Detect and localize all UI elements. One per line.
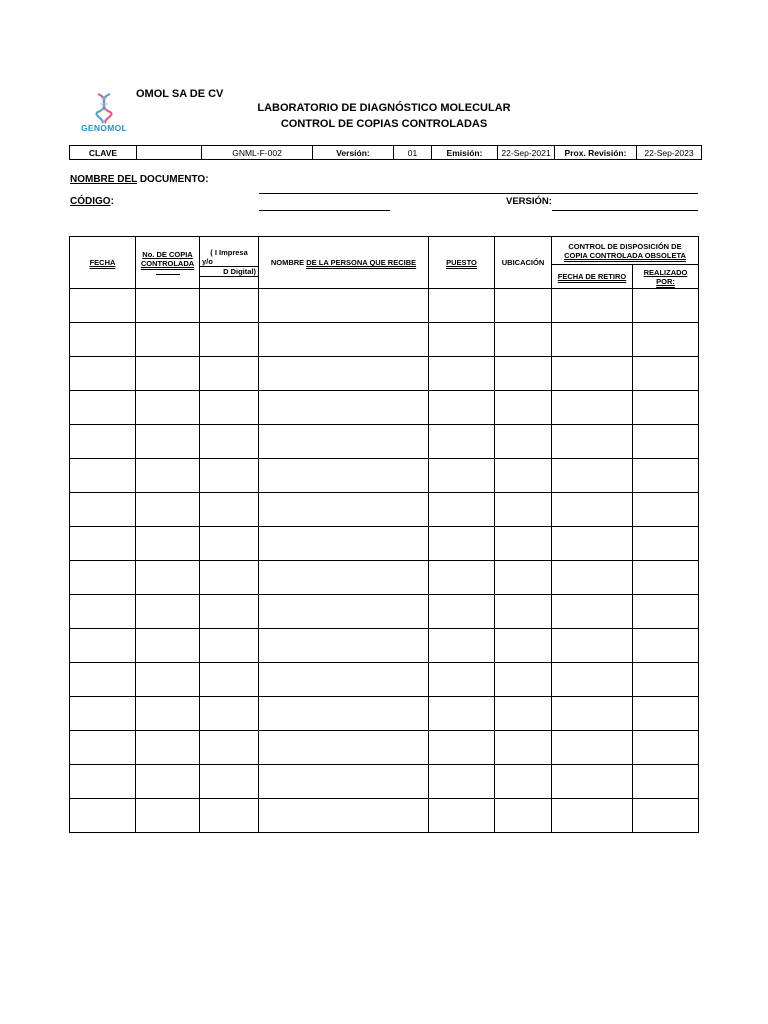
- document-name-label-part2: DOCUMENTO:: [137, 174, 209, 185]
- table-cell[interactable]: [429, 663, 495, 697]
- table-cell[interactable]: [200, 527, 259, 561]
- controlled-copies-table: [69, 236, 699, 833]
- table-cell[interactable]: [552, 425, 633, 459]
- table-row: [70, 357, 699, 391]
- table-cell[interactable]: [70, 425, 136, 459]
- version-field-label: VERSIÓN:: [506, 196, 552, 207]
- column-ubicacion-label: UBICACIÓN: [501, 258, 545, 267]
- version-label: Versión:: [313, 146, 394, 160]
- table-cell[interactable]: [429, 561, 495, 595]
- table-cell[interactable]: [200, 493, 259, 527]
- column-puesto: [429, 237, 495, 289]
- table-cell[interactable]: [633, 289, 699, 323]
- column-control-line2: COPIA CONTROLADA OBSOLETA: [564, 250, 686, 260]
- table-cell[interactable]: [552, 697, 633, 731]
- document-name-label: [70, 174, 209, 185]
- table-cell[interactable]: [552, 391, 633, 425]
- table-row: [70, 391, 699, 425]
- table-cell[interactable]: [136, 493, 200, 527]
- table-cell[interactable]: [136, 731, 200, 765]
- table-cell[interactable]: [633, 799, 699, 833]
- column-nombre: [259, 237, 429, 289]
- table-cell[interactable]: [633, 561, 699, 595]
- table-cell[interactable]: [259, 391, 429, 425]
- table-cell[interactable]: [200, 289, 259, 323]
- column-tipo-copia: [200, 237, 259, 289]
- table-cell[interactable]: [136, 561, 200, 595]
- table-cell[interactable]: [200, 629, 259, 663]
- table-row: [70, 799, 699, 833]
- table-cell[interactable]: [259, 799, 429, 833]
- clave-label: CLAVE: [70, 146, 137, 160]
- table-cell[interactable]: [429, 799, 495, 833]
- table-cell[interactable]: [633, 595, 699, 629]
- table-cell[interactable]: [552, 595, 633, 629]
- logo-text: GENOMOL: [80, 123, 127, 133]
- table-cell[interactable]: [259, 561, 429, 595]
- column-fecha-label: FECHA: [89, 258, 116, 267]
- table-row: [70, 697, 699, 731]
- column-fecha-retiro: [552, 265, 633, 289]
- table-cell[interactable]: [136, 629, 200, 663]
- table-cell[interactable]: [136, 391, 200, 425]
- table-cell[interactable]: [259, 459, 429, 493]
- table-cell[interactable]: [136, 459, 200, 493]
- table-cell[interactable]: [552, 459, 633, 493]
- table-cell[interactable]: [429, 493, 495, 527]
- document-info-row: [69, 145, 702, 160]
- table-cell[interactable]: [200, 799, 259, 833]
- table-cell[interactable]: [200, 561, 259, 595]
- table-cell[interactable]: [136, 663, 200, 697]
- table-cell[interactable]: [200, 697, 259, 731]
- table-row: [70, 731, 699, 765]
- table-cell[interactable]: [633, 323, 699, 357]
- table-cell[interactable]: [70, 323, 136, 357]
- table-cell[interactable]: [259, 493, 429, 527]
- table-cell[interactable]: [495, 323, 552, 357]
- table-cell[interactable]: [495, 493, 552, 527]
- table-cell[interactable]: [70, 459, 136, 493]
- table-cell[interactable]: [200, 425, 259, 459]
- column-tipo-copia-line1: ( I Impresa: [210, 248, 248, 257]
- table-cell[interactable]: [70, 493, 136, 527]
- table-cell[interactable]: [200, 391, 259, 425]
- table-cell[interactable]: [259, 357, 429, 391]
- table-body: [70, 289, 699, 833]
- code-line: [259, 210, 390, 211]
- table-cell[interactable]: [552, 629, 633, 663]
- table-cell[interactable]: [633, 459, 699, 493]
- company-name: OMOL SA DE CV: [136, 88, 224, 100]
- table-cell[interactable]: [429, 323, 495, 357]
- table-cell[interactable]: [495, 527, 552, 561]
- table-cell[interactable]: [259, 765, 429, 799]
- column-no-copia-line2: CONTROLADA: [140, 259, 195, 268]
- table-cell[interactable]: [200, 595, 259, 629]
- document-title-line2: CONTROL DE COPIAS CONTROLADAS: [280, 118, 488, 130]
- table-cell[interactable]: [495, 425, 552, 459]
- table-cell[interactable]: [136, 765, 200, 799]
- table-cell[interactable]: [633, 663, 699, 697]
- column-no-copia-line1: No. DE COPIA: [142, 250, 193, 259]
- table-cell[interactable]: [259, 697, 429, 731]
- table-cell[interactable]: [200, 357, 259, 391]
- table-cell[interactable]: [429, 459, 495, 493]
- column-fecha: [70, 237, 136, 289]
- table-cell[interactable]: [429, 527, 495, 561]
- table-cell[interactable]: [552, 289, 633, 323]
- table-cell[interactable]: [70, 391, 136, 425]
- table-cell[interactable]: [136, 697, 200, 731]
- table-row: [70, 561, 699, 595]
- table-cell[interactable]: [259, 731, 429, 765]
- table-cell[interactable]: [70, 357, 136, 391]
- table-cell[interactable]: [136, 323, 200, 357]
- table-cell[interactable]: [429, 697, 495, 731]
- table-cell[interactable]: [70, 799, 136, 833]
- table-cell[interactable]: [70, 527, 136, 561]
- document-name-label-part1: NOMBRE DEL: [70, 174, 138, 185]
- table-cell[interactable]: [429, 731, 495, 765]
- table-row: [70, 765, 699, 799]
- table-row: [70, 527, 699, 561]
- table-row: [70, 425, 699, 459]
- prox-revision-value: 22-Sep-2023: [637, 146, 702, 160]
- column-control-disposicion: [552, 237, 699, 265]
- table-cell[interactable]: [552, 561, 633, 595]
- table-cell[interactable]: [429, 595, 495, 629]
- version-value: 01: [394, 146, 432, 160]
- table-cell[interactable]: [552, 493, 633, 527]
- table-row: [70, 323, 699, 357]
- table-cell[interactable]: [495, 765, 552, 799]
- table-cell[interactable]: [200, 765, 259, 799]
- table-cell[interactable]: [495, 391, 552, 425]
- table-cell[interactable]: [495, 799, 552, 833]
- table-row: [70, 459, 699, 493]
- table-cell[interactable]: [552, 765, 633, 799]
- table-row: [70, 663, 699, 697]
- column-realizado-line1: REALIZADO: [643, 267, 688, 277]
- column-nombre-label1: NOMBRE: [270, 258, 307, 267]
- table-cell[interactable]: [70, 595, 136, 629]
- column-no-copia-underline: [156, 274, 180, 275]
- table-cell[interactable]: [633, 391, 699, 425]
- table-cell[interactable]: [633, 357, 699, 391]
- table-cell[interactable]: [495, 629, 552, 663]
- prox-revision-label: Prox. Revisión:: [555, 146, 637, 160]
- column-puesto-label: PUESTO: [446, 258, 477, 267]
- table-cell[interactable]: [136, 357, 200, 391]
- table-cell[interactable]: [259, 527, 429, 561]
- table-cell[interactable]: [633, 731, 699, 765]
- document-title-line1: LABORATORIO DE DIAGNÓSTICO MOLECULAR: [257, 102, 511, 114]
- column-realizado-line2: POR:: [656, 276, 675, 286]
- document-name-line: [259, 193, 698, 194]
- code-label-colon: :: [110, 196, 114, 207]
- table-cell[interactable]: [495, 663, 552, 697]
- table-cell[interactable]: [259, 425, 429, 459]
- table-cell[interactable]: [429, 357, 495, 391]
- table-cell[interactable]: [495, 561, 552, 595]
- table-cell[interactable]: [633, 425, 699, 459]
- table-cell[interactable]: [259, 289, 429, 323]
- table-cell[interactable]: [429, 289, 495, 323]
- table-cell[interactable]: [552, 731, 633, 765]
- table-cell[interactable]: [200, 663, 259, 697]
- clave-value: [137, 146, 202, 160]
- column-control-line1: CONTROL DE DISPOSICIÓN DE: [568, 241, 682, 251]
- table-cell[interactable]: [70, 697, 136, 731]
- table-cell[interactable]: [495, 357, 552, 391]
- column-tipo-copia-line3: D Digital): [200, 267, 258, 277]
- table-cell[interactable]: [259, 323, 429, 357]
- table-row: [70, 289, 699, 323]
- table-cell[interactable]: [495, 697, 552, 731]
- table-cell[interactable]: [70, 663, 136, 697]
- table-cell[interactable]: [136, 527, 200, 561]
- table-cell[interactable]: [495, 289, 552, 323]
- table-cell[interactable]: [429, 391, 495, 425]
- column-ubicacion: [495, 237, 552, 289]
- table-cell[interactable]: [70, 629, 136, 663]
- version-line: [552, 210, 698, 211]
- table-cell[interactable]: [136, 799, 200, 833]
- table-row: [70, 595, 699, 629]
- table-cell[interactable]: [200, 323, 259, 357]
- table-row: [70, 629, 699, 663]
- table-cell[interactable]: [70, 561, 136, 595]
- table-cell[interactable]: [136, 425, 200, 459]
- table-cell[interactable]: [633, 629, 699, 663]
- emision-value: 22-Sep-2021: [498, 146, 555, 160]
- table-cell[interactable]: [429, 425, 495, 459]
- code-label-text: CÓDIGO: [70, 196, 111, 207]
- column-nombre-label2: DE LA PERSONA QUE RECIBE: [306, 258, 417, 267]
- column-no-copia: [136, 237, 200, 289]
- table-cell[interactable]: [552, 799, 633, 833]
- table-cell[interactable]: [429, 765, 495, 799]
- table-cell[interactable]: [633, 697, 699, 731]
- table-cell[interactable]: [495, 595, 552, 629]
- column-realizado-por: [633, 265, 699, 289]
- table-cell[interactable]: [70, 289, 136, 323]
- table-cell[interactable]: [633, 765, 699, 799]
- table-cell[interactable]: [552, 357, 633, 391]
- table-cell[interactable]: [70, 765, 136, 799]
- column-tipo-copia-line2: y/o: [200, 257, 258, 267]
- emision-label: Emisión:: [432, 146, 498, 160]
- table-cell[interactable]: [136, 289, 200, 323]
- column-fecha-retiro-label: FECHA DE RETIRO: [557, 272, 627, 281]
- document-code: GNML-F-002: [202, 146, 313, 160]
- table-cell[interactable]: [70, 731, 136, 765]
- table-cell[interactable]: [429, 629, 495, 663]
- table-row: [70, 493, 699, 527]
- table-cell[interactable]: [259, 629, 429, 663]
- table-cell[interactable]: [633, 493, 699, 527]
- table-cell[interactable]: [259, 595, 429, 629]
- table-cell[interactable]: [552, 527, 633, 561]
- table-cell[interactable]: [633, 527, 699, 561]
- table-cell[interactable]: [552, 323, 633, 357]
- table-cell[interactable]: [136, 595, 200, 629]
- table-cell[interactable]: [200, 731, 259, 765]
- code-label: [70, 196, 114, 207]
- table-cell[interactable]: [200, 459, 259, 493]
- table-cell[interactable]: [259, 663, 429, 697]
- table-cell[interactable]: [495, 731, 552, 765]
- table-cell[interactable]: [552, 663, 633, 697]
- table-cell[interactable]: [495, 459, 552, 493]
